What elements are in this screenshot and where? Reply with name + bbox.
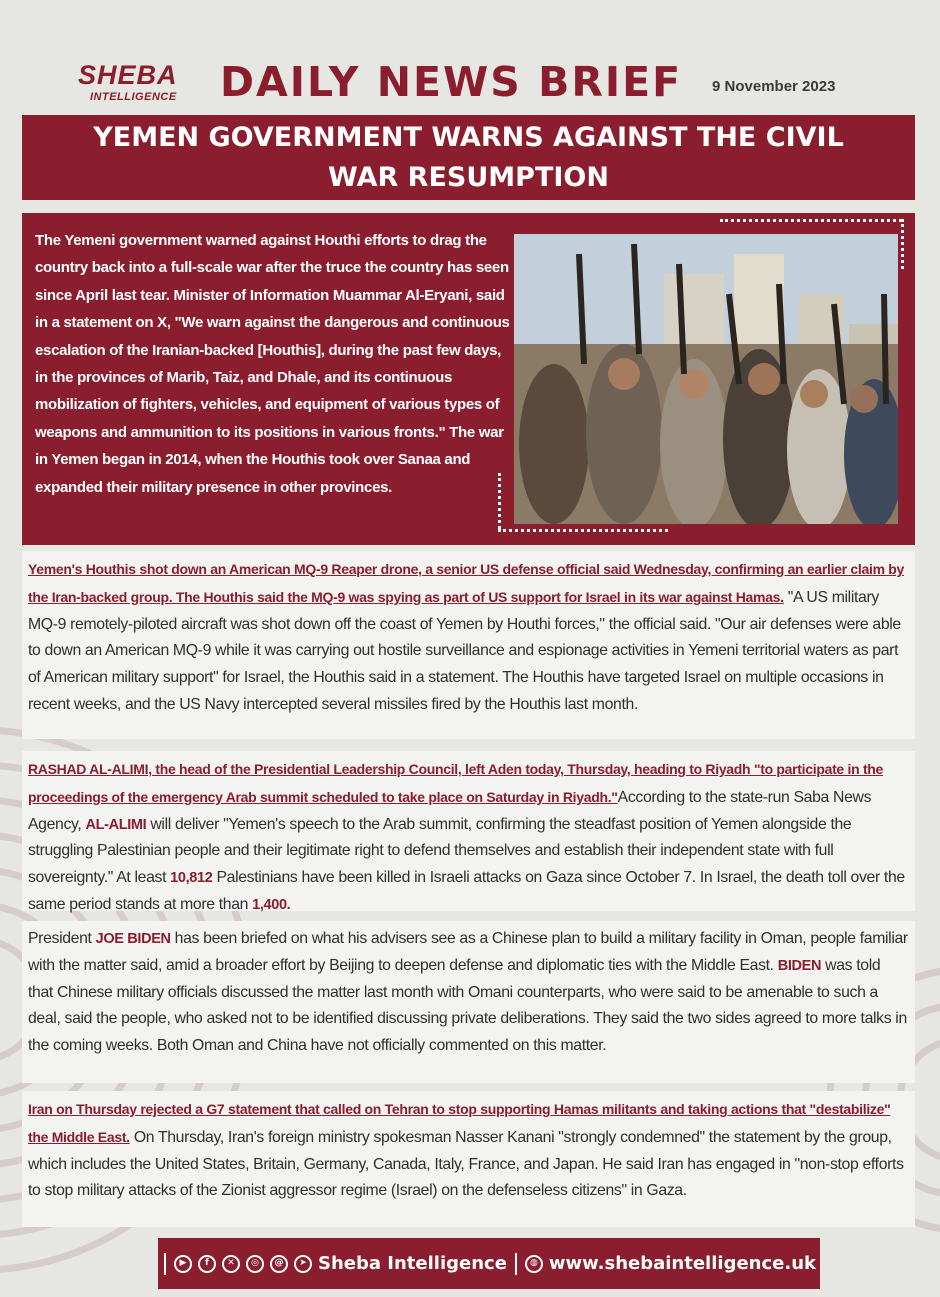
story-lead: RASHAD AL-ALIMI, the head of the Presidential Leadership Council, left Aden today, Thursday, heading to Riyadh "to participate in the proceedings of the emergency Arab summit scheduled to take place on Saturday in Riyadh." xyxy=(28,761,884,805)
story-alimi xyxy=(22,751,915,911)
story-drone xyxy=(22,551,915,739)
feature-photo xyxy=(514,234,898,524)
headline: YEMEN GOVERNMENT WARNS AGAINST THE CIVIL WAR RESUMPTION xyxy=(93,121,844,193)
logo: SHEBA xyxy=(78,60,178,90)
footer-bar xyxy=(158,1238,820,1289)
logo-subtitle: INTELLIGENCE xyxy=(90,91,177,103)
brief-title: DAILY NEWS BRIEF xyxy=(220,58,683,106)
dotted-frame-bottom xyxy=(498,529,668,532)
footer-website[interactable]: www.shebaintelligence.uk xyxy=(548,1253,816,1274)
telegram-icon[interactable]: ➤ xyxy=(294,1255,312,1273)
dotted-frame-left xyxy=(498,473,501,529)
youtube-icon[interactable]: ▶ xyxy=(174,1255,192,1273)
story-lead: Iran on Thursday rejected a G7 statement that called on Tehran to stop supporting Hamas militants and taking actions that "destabilize" the Middle East. xyxy=(28,1101,891,1145)
story-body: was told that Chinese military officials discussed the matter last month with Omani counterparts, who were said to be amenable to such a deal, said the people, who asked not to be identified discussing private deliberations. They said the two sides agreed to more talks in the coming weeks. Both Oman and China have not officially commented on this matter. xyxy=(28,956,907,1055)
story-body: On Thursday, Iran's foreign ministry spokesman Nasser Kanani "strongly condemned" the statement by the group, which includes the United States, Britain, Germany, Canada, Italy, France, and Japan. He said Iran has engaged in "non-stop efforts to stop military attacks of the Zionist aggressor regime (Israel) on the defenseless citizens" in Gaza. xyxy=(28,1128,904,1200)
story-body: has been briefed on what his advisers see as a Chinese plan to build a military facility in Oman, people familiar with the matter said, amid a broader effort by Beijing to deepen defense and diplomatic ties with the Middle East. xyxy=(28,930,908,974)
story-lead: Yemen's Houthis shot down an American MQ-9 Reaper drone, a senior US defense official said Wednesday, confirming an earlier claim by the Iran-backed group. The Houthis said the MQ-9 was spying as part of US support for Israel in its war against Hamas. xyxy=(28,561,905,605)
globe-icon: ◍ xyxy=(525,1255,543,1273)
casualty-count: 10,812 xyxy=(170,870,213,887)
dotted-frame-top xyxy=(720,219,902,222)
story-body: will deliver "Yemen's speech to the Arab summit, confirming the steadfast position of Yemen alongside the struggling Palestinian people and their legitimate right to defend themselves and establish their independent state with full sovereignty." At least xyxy=(28,815,852,887)
feature-block xyxy=(22,213,915,545)
instagram-icon[interactable]: ◎ xyxy=(246,1255,264,1273)
divider xyxy=(515,1253,517,1275)
story-biden xyxy=(22,921,915,1083)
brief-date: 9 November 2023 xyxy=(712,78,836,95)
story-body: President xyxy=(28,930,96,947)
story-body: According to the state-run Saba News Agency, xyxy=(28,788,872,833)
story-body: Palestinians have been killed in Israeli attacks on Gaza since October 7. In Israel, the death toll over the same period stands at more than xyxy=(28,869,905,913)
threads-icon[interactable]: @ xyxy=(270,1255,288,1273)
masthead xyxy=(78,58,878,108)
dotted-frame-right xyxy=(901,219,904,269)
story-iran xyxy=(22,1091,915,1227)
person-name: AL-ALIMI xyxy=(85,816,147,833)
divider xyxy=(164,1253,166,1275)
story-body: "A US military MQ-9 remotely-piloted aircraft was shot down off the coast of Yemen by Houthi forces," the official said. "Our air defenses were able to down an American MQ-9 while it was carrying out hostile surveillance and espionage activities in Yemeni territorial waters as part of American military support" for Israel, the Houthis said in a statement. The Houthis have targeted Israel on multiple occasions in recent weeks, and the US Navy intercepted several missiles fired by the Houthis last month. xyxy=(28,588,901,713)
footer-brand[interactable]: Sheba Intelligence xyxy=(318,1253,507,1274)
facebook-icon[interactable]: f xyxy=(198,1255,216,1273)
feature-text: The Yemeni government warned against Houthi efforts to drag the country back into a full-scale war after the truce the country has seen since April last tear. Minister of Information Muammar Al-Eryani, said in a statement on X, "We warn against the dangerous and continuous escalation of the Iranian-backed [Houthis], during the past few days, in the provinces of Marib, Taiz, and Dhale, and its continuous mobilization of fighters, vehicles, and equipment of various types of weapons and ammunition to its positions in various fronts." The war in Yemen began in 2014, when the Houthis took over Sanaa and expanded their military presence in other provinces. xyxy=(35,232,510,496)
x-icon[interactable]: ✕ xyxy=(222,1255,240,1273)
headline-banner xyxy=(22,115,915,200)
death-toll: 1,400. xyxy=(252,896,291,913)
person-name: JOE BIDEN xyxy=(95,931,171,947)
person-name: BIDEN xyxy=(777,957,822,974)
